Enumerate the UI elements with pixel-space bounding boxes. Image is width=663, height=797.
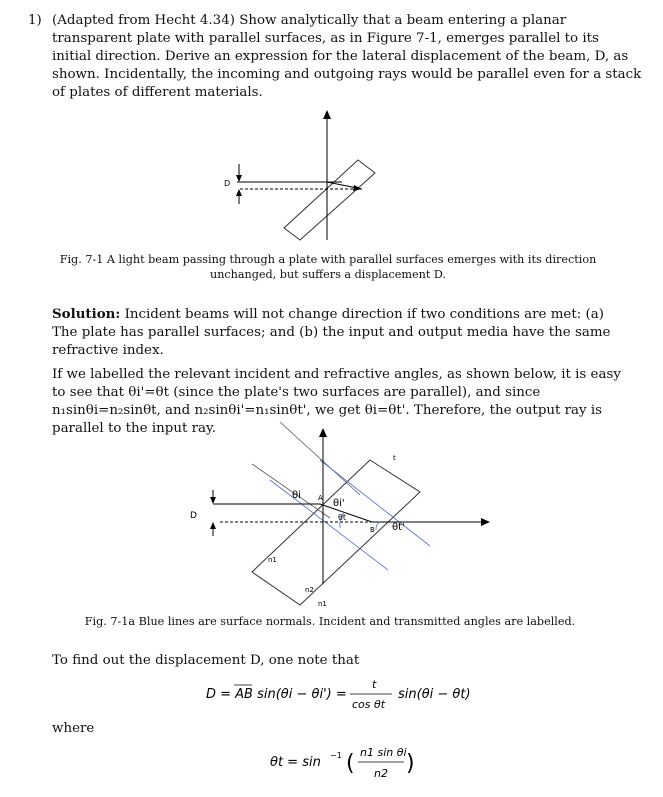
surface-normal-1 <box>270 480 388 570</box>
axis-arrowhead <box>319 428 327 437</box>
figure2-caption: Fig. 7-1a Blue lines are surface normals. Incident and transmitted angles are labelled. <box>84 615 576 628</box>
equation-theta-t <box>270 740 420 784</box>
figure1-label-d: D <box>224 179 231 188</box>
question-text: (Adapted from Hecht 4.34) Show analytically that a beam entering a planar transparent plate with parallel surfaces, as in Figure 7-1, emerges parallel to its initial direction. Derive an expression for the lateral displacement of the beam, D, as shown. Incidentally, the incoming and outgoing rays would be parallel even for a stack of plates of different materials. <box>52 13 642 100</box>
normal-arrowhead <box>323 110 331 119</box>
eq2-paren-right: ) <box>406 751 415 776</box>
figure2-label-n1-bottom: n1 <box>318 600 327 608</box>
diagonal-line-1 <box>252 464 330 518</box>
figure2-label-b: B <box>370 526 375 534</box>
eq2-exponent: −1 <box>330 751 342 760</box>
figure2-label-theta-t: θt <box>338 513 347 522</box>
eq1-numerator: t <box>372 678 377 691</box>
eq2-lhs: θt = sin <box>270 755 321 770</box>
transmitted-arrowhead <box>481 518 490 526</box>
figure2-label-t: t <box>393 454 396 462</box>
d-arrow-bottom <box>236 189 242 196</box>
diagonal-line-2 <box>280 422 360 495</box>
d-arrow-bottom-2 <box>210 522 216 529</box>
eq2-denominator: n2 <box>374 767 388 780</box>
plate-outline <box>284 160 375 240</box>
where-label: where <box>52 721 95 736</box>
figure2-label-theta-i-prime: θi' <box>333 498 345 509</box>
eq2-paren-left: ( <box>346 751 355 776</box>
solution-paragraph-2: If we labelled the relevant incident and refractive angles, as shown below, it is easy to see that θi'=θt (since the plate's two surfaces are parallel), and since n₁sinθi=n₂sinθt, and n₂sinθi'=n₁sinθt', we get θi=θt'. Therefore, the output ray is parallel to the input ray. <box>52 367 621 436</box>
solution-paragraph <box>52 305 624 360</box>
figure2-label-theta-i: θi <box>292 490 301 501</box>
eq1-lhs: D = AB sin(θi − θi') = <box>206 687 347 702</box>
figure-7-1 <box>0 100 663 250</box>
d-arrow-top-2 <box>210 497 216 504</box>
figure2-label-d: D <box>190 511 197 521</box>
solution-label: Solution: <box>52 306 121 322</box>
figure2-label-n2: n2 <box>305 586 314 594</box>
figure2-label-theta-t-prime: θt' <box>392 522 405 533</box>
figure1-caption: Fig. 7-1 A light beam passing through a plate with parallel surfaces emerges with its direction unchanged, but suffers a displacement D. <box>59 253 597 281</box>
eq2-numerator: n1 sin θi <box>360 746 407 759</box>
figure-7-1a <box>0 420 663 616</box>
figure2-label-a: A <box>318 494 323 502</box>
eq1-denominator: cos θt <box>352 698 386 711</box>
angle-arc-2 <box>376 522 380 530</box>
question-number: 1) <box>28 13 42 28</box>
eq1-rhs: sin(θi − θt) <box>398 687 471 702</box>
equation-displacement <box>206 677 506 713</box>
solution-text: Incident beams will not change direction if two conditions are met: (a) The plate has parallel surfaces; and (b) the input and output media have the same refractive index. <box>52 307 611 358</box>
derivation-intro: To find out the displacement D, one note that <box>52 653 360 668</box>
d-arrow-top <box>236 175 242 182</box>
figure2-label-n1-left: n1 <box>268 556 277 564</box>
